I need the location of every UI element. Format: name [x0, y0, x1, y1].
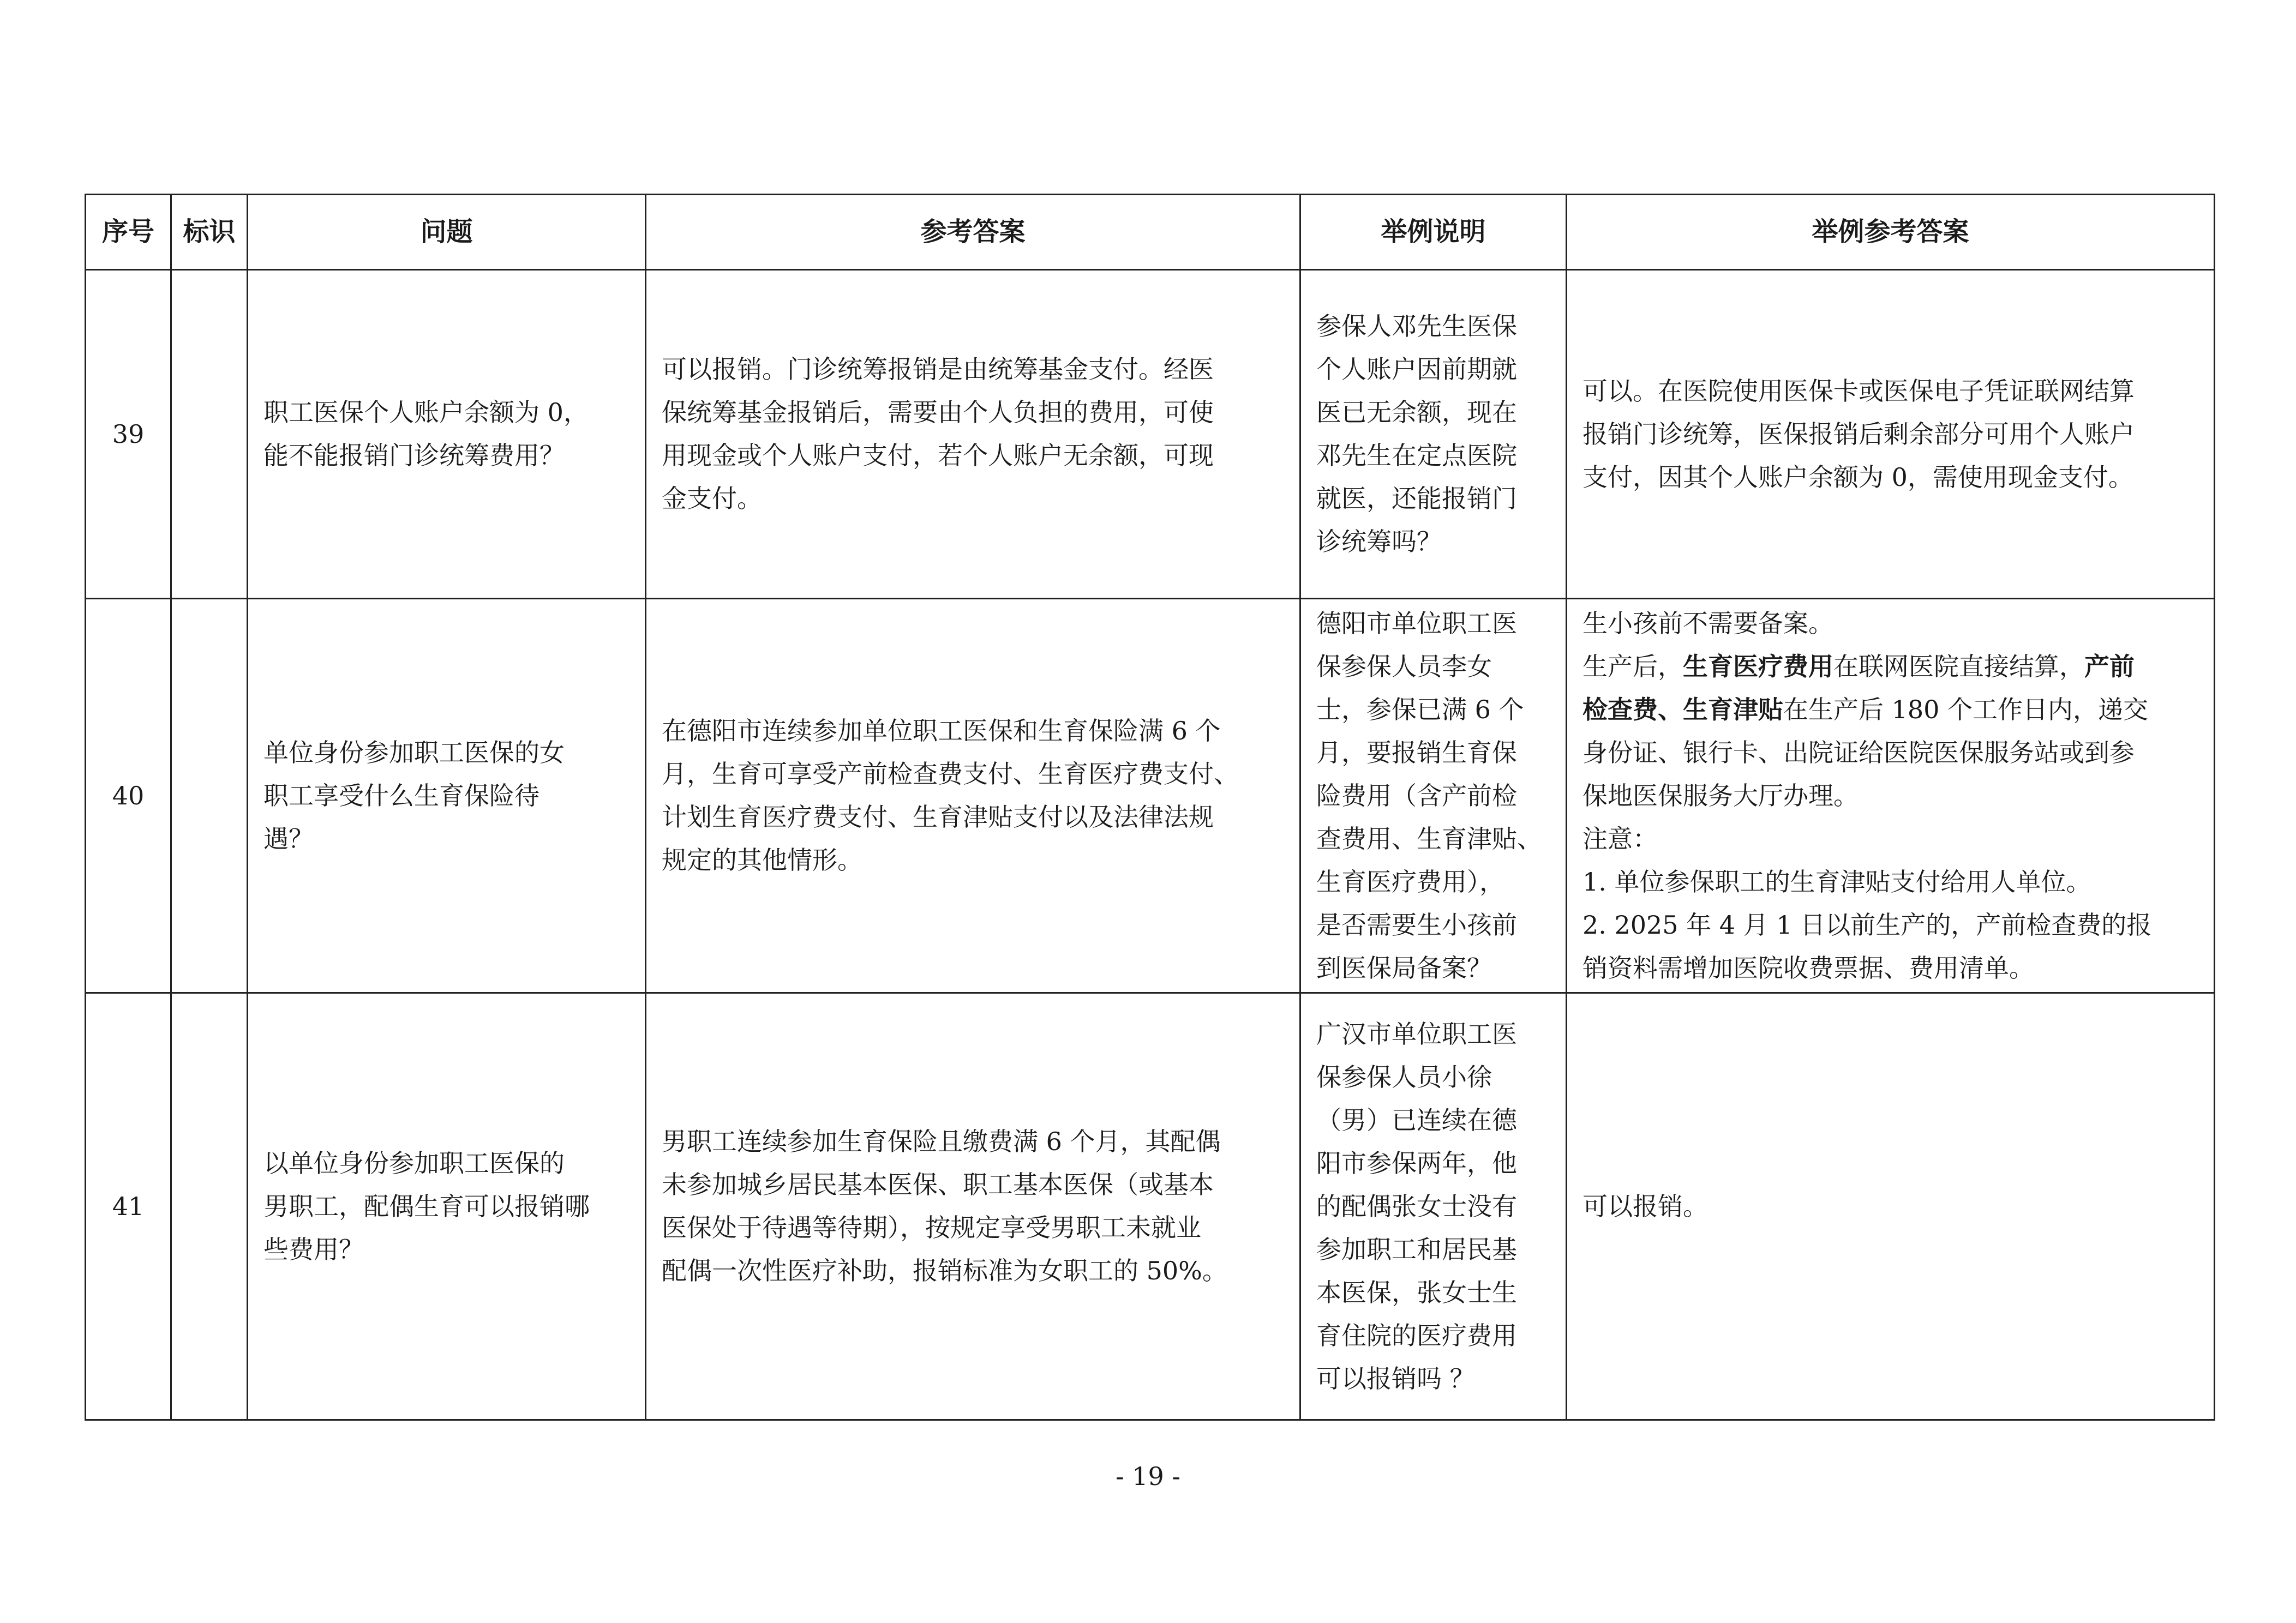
example-answer-line: 生小孩前不需要备案。 — [1582, 608, 1833, 638]
header-no: 序号 — [86, 195, 171, 270]
example-answer-cell — [1567, 599, 2215, 993]
row-number: 40 — [86, 599, 171, 993]
header-flag: 标识 — [171, 195, 248, 270]
example-line: 就医，还能报销门 — [1316, 484, 1517, 513]
example-answer-line: 报销门诊统筹，医保报销后剩余部分可用个人账户 — [1582, 419, 2135, 449]
row-flag — [171, 993, 248, 1420]
example-line: （男）已连续在德 — [1316, 1105, 1517, 1135]
question-line: 职工医保个人账户余额为 0， — [263, 398, 589, 427]
answer-line: 金支付。 — [662, 484, 762, 513]
text-run: 在生产后 180 个工作日内，递交 — [1783, 694, 2149, 724]
example-line: 参保人邓先生医保 — [1316, 311, 1517, 341]
question-line: 些费用？ — [263, 1234, 364, 1264]
example-line: 医已无余额，现在 — [1316, 398, 1517, 427]
example-answer-line: 1. 单位参保职工的生育津贴支付给用人单位。 — [1582, 867, 2091, 897]
example-answer-line: 注意： — [1582, 823, 1658, 853]
example-answer-line: 保地医保服务大厅办理。 — [1582, 780, 1859, 810]
example-line: 阳市参保两年，他 — [1316, 1148, 1517, 1178]
question-line: 职工享受什么生育保险待 — [263, 780, 539, 810]
row-flag — [171, 599, 248, 993]
example-answer-line: 可以。在医院使用医保卡或医保电子凭证联网结算 — [1582, 376, 2135, 406]
example-line: 是否需要生小孩前 — [1316, 910, 1517, 940]
example-answer-line: 销资料需增加医院收费票据、费用清单。 — [1582, 953, 2034, 983]
answer-cell — [646, 599, 1300, 993]
text-run: 在联网医院直接结算， — [1833, 651, 2084, 681]
example-line: 德阳市单位职工医 — [1316, 608, 1517, 638]
example-answer-cell — [1567, 270, 2215, 599]
example-cell — [1300, 993, 1567, 1420]
example-answer-cell — [1567, 993, 2215, 1420]
bold-text-run: 检查费、生育津贴 — [1582, 694, 1783, 724]
answer-line: 男职工连续参加生育保险且缴费满 6 个月，其配偶 — [662, 1127, 1221, 1156]
example-line: 参加职工和居民基 — [1316, 1234, 1517, 1264]
answer-line: 规定的其他情形。 — [662, 845, 862, 875]
bold-text-run: 生育医疗费用 — [1683, 651, 1833, 681]
example-answer-line: 2. 2025 年 4 月 1 日以前生产的，产前检查费的报 — [1582, 910, 2152, 940]
table-row — [86, 270, 2215, 599]
answer-cell — [646, 993, 1300, 1420]
example-line: 查费用、生育津贴、 — [1316, 823, 1542, 853]
example-cell — [1300, 270, 1567, 599]
answer-cell — [646, 270, 1300, 599]
question-line: 能不能报销门诊统筹费用？ — [263, 441, 565, 470]
answer-line: 医保处于待遇等待期），按规定享受男职工未就业 — [662, 1213, 1201, 1242]
question-cell — [248, 599, 646, 993]
question-line: 男职工，配偶生育可以报销哪 — [263, 1191, 590, 1221]
example-line: 险费用（含产前检 — [1316, 780, 1517, 810]
header-example: 举例说明 — [1300, 195, 1567, 270]
answer-line: 配偶一次性医疗补助，报销标准为女职工的 50%。 — [662, 1256, 1227, 1285]
question-cell — [248, 993, 646, 1420]
example-line: 月，要报销生育保 — [1316, 737, 1517, 767]
example-line: 个人账户因前期就 — [1316, 354, 1517, 384]
table-row — [86, 993, 2215, 1420]
bold-text-run: 产前 — [2084, 651, 2135, 681]
example-line: 保参保人员李女 — [1316, 651, 1492, 681]
header-answer: 参考答案 — [646, 195, 1300, 270]
example-line: 本医保，张女士生 — [1316, 1277, 1517, 1307]
example-line: 育住院的医疗费用 — [1316, 1320, 1517, 1350]
qa-table — [85, 194, 2215, 1421]
answer-line: 保统筹基金报销后，需要由个人负担的费用，可使 — [662, 398, 1214, 427]
table-row — [86, 599, 2215, 993]
question-line: 遇？ — [263, 823, 314, 853]
row-number: 41 — [86, 993, 171, 1420]
example-answer-line: 身份证、银行卡、出院证给医院医保服务站或到参 — [1582, 737, 2135, 767]
header-row — [86, 195, 2215, 270]
text-run: 生产后， — [1582, 651, 1683, 681]
page-number: - 19 - — [1116, 1462, 1180, 1491]
example-answer-line: 可以报销。 — [1582, 1191, 1708, 1221]
example-answer-line — [1582, 688, 2198, 731]
header-example-answer: 举例参考答案 — [1567, 195, 2215, 270]
example-line: 邓先生在定点医院 — [1316, 441, 1517, 470]
example-line: 可以报销吗 ？ — [1316, 1363, 1475, 1393]
answer-line: 可以报销。门诊统筹报销是由统筹基金支付。经医 — [662, 354, 1214, 384]
answer-line: 月，生育可享受产前检查费支付、生育医疗费支付、 — [662, 759, 1239, 789]
example-answer-line — [1582, 645, 2198, 688]
answer-line: 在德阳市连续参加单位职工医保和生育保险满 6 个 — [662, 716, 1221, 746]
example-line: 到医保局备案？ — [1316, 953, 1492, 983]
example-line: 诊统筹吗？ — [1316, 527, 1442, 556]
answer-line: 未参加城乡居民基本医保、职工基本医保（或基本 — [662, 1170, 1214, 1199]
example-line: 广汉市单位职工医 — [1316, 1019, 1517, 1049]
example-line: 的配偶张女士没有 — [1316, 1191, 1517, 1221]
example-answer-line: 支付，因其个人账户余额为 0，需使用现金支付。 — [1582, 462, 2133, 492]
answer-line: 计划生育医疗费支付、生育津贴支付以及法律法规 — [662, 802, 1214, 832]
row-number: 39 — [86, 270, 171, 599]
example-line: 生育医疗费用）， — [1316, 867, 1504, 897]
row-flag — [171, 270, 248, 599]
answer-line: 用现金或个人账户支付，若个人账户无余额，可现 — [662, 441, 1214, 470]
question-cell — [248, 270, 646, 599]
example-line: 士，参保已满 6 个 — [1316, 694, 1524, 724]
question-line: 单位身份参加职工医保的女 — [263, 737, 565, 767]
example-line: 保参保人员小徐 — [1316, 1062, 1492, 1092]
question-line: 以单位身份参加职工医保的 — [263, 1148, 565, 1178]
header-question: 问题 — [248, 195, 646, 270]
example-cell — [1300, 599, 1567, 993]
